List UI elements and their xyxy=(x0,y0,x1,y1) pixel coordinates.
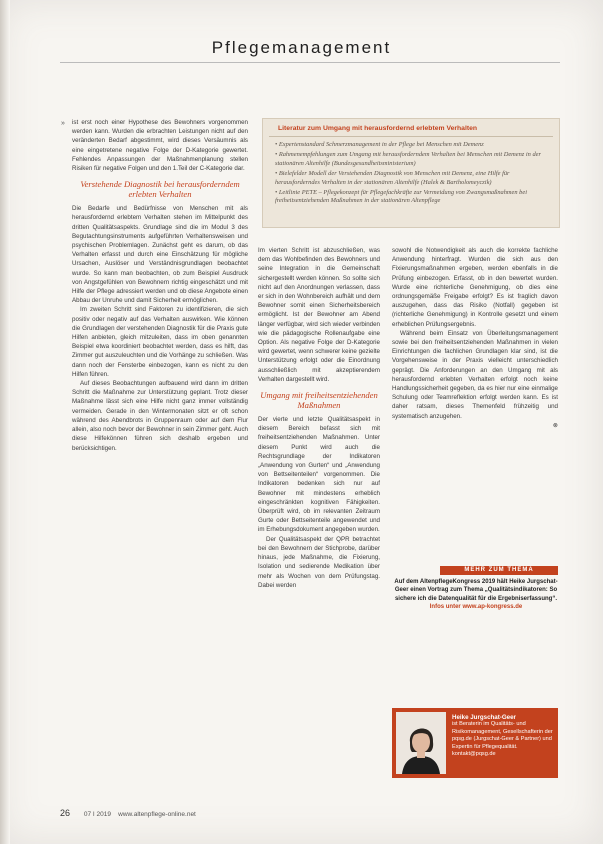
col1-paragraph-2: Die Bedarfe und Bedürfnisse von Menschen mit als herausfordernd erlebtem Verhalten stehen im Mittelpunkt des dritten Qualitätsaspekts. Grundlage sind die im Modul 3 des Begutachtungsinstruments aufgeführten Verhaltensweisen und psychischen Problemlagen. Zunächst geht es darum, ob das Verhalten erfasst und durch eine Einschätzung für mögliche Ursachen, Auslöser und Verständnisgrundlagen beobachtet wurde. So kann man beobachten, ob zum Beispiel Ausdruck von Angstgefühlen von Bewohnern richtig eingeschätzt und mit Hilfe der Pflege adressiert werden und ob diese Angebote einen Abbau der Unruhe und damit Sicherheit ermöglichen. xyxy=(72,205,248,305)
column-3 xyxy=(392,246,558,430)
col2-subheading: Umgang mit freiheitsentziehenden Maßnahmen xyxy=(260,390,378,411)
col3-paragraph-1: sowohl die Notwendigkeit als auch die korrekte fachliche Anwendung hinterfragt. Wurden die sich aus den Fixierungsmaßnahmen ergeben, werden ebenfalls in die Prüfung einbezogen. Erfasst, ob in den bewertet wurden. Wurde eine richterliche Genehmigung, ob dies eine ordnungsgemäße Freigabe erfolgt? Es ist fraglich davon auszugehen, dass das Risiko (Notfall) gegeben ist (richterliche Genehmigung) in Kontrolle gesetzt und einem erheblichen Prüfungsergebnis. xyxy=(392,247,558,328)
col3-paragraph-2: Während beim Einsatz von Überleitungsmanagement sowie bei den freiheitsentziehenden Maßnahmen in vielen Einrichtungen die fachlichen Grundlagen klar sind, ist die Vorgehensweise in der Praxis vielleicht unterschiedlich geprägt. Die Anforderungen an den Umgang mit als herausfordernd erlebten Verhalten erfolgt noch keine Handlungssicherheit gegeben, da es hier nur eine einmalige Schulung oder Teamreflektion erfolgt werden kann. Es ist daher ratsam, dieses Themenfeld frühzeitig und systematisch anzugehen. xyxy=(392,329,558,420)
more-topic-title: „Qualitätsindikatoren: So sichere ich die Datenqualität für die Ergebniserfassung“ xyxy=(394,587,558,602)
literature-box xyxy=(262,118,560,228)
author-text xyxy=(452,714,556,758)
literature-item: • Bielefelder Modell der Verstehenden Diagnostik von Menschen mit Demenz, eine Hilfe für herausforderndes Verhalten in der stationären Altenhilfe (Halek & Bartholomeyczik) xyxy=(275,170,510,186)
col2-paragraph-2: Der vierte und letzte Qualitätsaspekt in diesem Bereich befasst sich mit freiheitsentziehenden Maßnahmen. Unter diesem Punkt wird auch die Rechtsgrundlage der Indikatoren „Anwendung von Gurten“ und „Anwendung von Bettseitenteilen“ vorgenommen. Die Indikatoren bedenken sich nur auf Bewohner mit mindestens erheblich eingeschränkten kognitiven Fähigkeiten. Überprüft wird, ob im relevanten Zeitraum Gurte oder Bettseitenteile angewendet und im Erhebungsdokument angegeben wurden. xyxy=(258,416,380,534)
footer-url[interactable]: www.altenpflege-online.net xyxy=(118,811,196,818)
more-topic-heading: MEHR ZUM THEMA xyxy=(440,566,558,575)
col1-paragraph-3: Im zweiten Schritt sind Faktoren zu identifizieren, die sich positiv oder negativ auf das Verhalten auswirken. Wie können die Grundlagen der verstehenden Diagnostik für die Praxis gute Hilfen anbieten, gleich mitzuleiten, dass im oben genannten Beispiel etwa koordiniert beobachtet werden, dass es hilft, das Zimmer gut auszuleuchten und die Vorhänge zu schließen. Was dann noch der Fensterbe einbezogen, kann es nicht zu den Hilfen führen. xyxy=(72,306,248,378)
author-name: Heike Jurgschat-Geer xyxy=(452,714,516,721)
more-topic-line2: Infos unter xyxy=(429,604,461,611)
column-1 xyxy=(72,118,248,453)
author-email[interactable]: kontakt@pqsg.de xyxy=(452,751,496,758)
page-number: 26 xyxy=(60,808,71,818)
issue-label: 07 I 2019 xyxy=(83,811,111,818)
more-topic-link[interactable]: www.ap-kongress.de xyxy=(462,604,523,611)
header-rule xyxy=(60,62,560,63)
author-photo xyxy=(396,712,446,774)
more-topic-line1: Auf dem AltenpflegeKongress 2019 hält Heike Jurgschat-Geer einen Vortrag zum Thema xyxy=(394,579,558,594)
page-footer xyxy=(60,808,196,818)
page-edge-shadow xyxy=(0,0,10,844)
col1-subheading: Verstehende Diagnostik bei herausforderndem erlebten Verhalten xyxy=(80,179,240,200)
author-bio: ist Beraterin im Qualitäts- und Risikomanagement, Gesellschafterin der pqsg.de (Jurgschat-Geer & Partner) und Expertin für Pflegequalität. xyxy=(452,721,553,750)
continue-mark: » xyxy=(61,120,65,127)
more-topic-text: Auf dem AltenpflegeKongress 2019 hält Heike Jurgschat-Geer einen Vortrag zum Thema „Qualitätsindikatoren: So sichere ich die Datenqualität für die Ergebniserfassung“. Infos unter www.ap-kongress.de xyxy=(394,579,558,611)
article-end-mark: ⊗ xyxy=(552,421,558,429)
col2-paragraph-1: Im vierten Schritt ist abzuschließen, was dem das Wohlbefinden des Bewohners und seine Integration in die Gemeinschaft sichergestellt werden können. So sollte sich nicht auf den Anordnungen verlassen, dass er sich in den Wohnbereich aufhält und dem Bewohner somit einen Sicherheitsbereich ermöglicht. Ist der Bewohner am Abend länger verfügbar, wird sich wieder verbinden wie die pädagogische Rollenaufgabe eine Option. Als negative Folge der D-Kategorie wird gewertet, wenn schwerer keine gezielte Unterstützung erfolgt oder die Einordnung ausschließlich mit akzeptierendem Verhalten dargestellt wird. xyxy=(258,247,380,383)
literature-item: • Leitlinie PETE – Pflegekonzept für Pflegefachkräfte zur Vermeidung von Zwangsmaßnahmen bei freiheitsentziehenden Maßnahmen in der stationären Altenpflege xyxy=(275,189,527,205)
author-box xyxy=(392,708,558,778)
literature-list xyxy=(263,141,559,208)
literature-item: • Rahmenempfehlungen zum Umgang mit herausforderndem Verhalten bei Menschen mit Demenz in der stationären Altenhilfe (Bundesgesundheitsministerium) xyxy=(275,151,541,167)
col2-paragraph-3: Der Qualitätsaspekt der QPR betrachtet bei den Bewohnern der Stichprobe, darüber hinaus, jede Maßnahme, die Fixierung, Isolation und sedierende Medikation über mehr als Wochen von dem Prüfungstag. Dabei werden xyxy=(258,535,380,589)
col1-paragraph-4: Auf dieses Beobachtungen aufbauend wird dann im dritten Schritt die Maßnahme zur Unterstützung geplant. Trotz dieser Maßnahme lässt sich eine Hilfe nicht ganz immer vollständig vermeiden. Gerade in den Wintermonaten sitzt er oft schon während des Abendbrots in Gruppenraum oder auf dem Flur allein, also noch bevor der Bewohner in sein Zimmer geht. Auch diese Hilfekönnen führen sich deshalb ergeben und berücksichtigen. xyxy=(72,380,248,452)
literature-box-title: Literatur zum Umgang mit herausfordernd erlebtem Verhalten xyxy=(269,119,553,137)
column-2 xyxy=(258,246,380,590)
col1-paragraph-1: ist erst noch einer Hypothese des Bewohners vorgenommen werden kann. Wurden die erbrachten Leistungen nicht auf den veränderten Bedarf abgestimmt, wird dieses Versäumnis als eine eingetretene negative Folge der D-Kategorie gewertet. Fehlendes Anpassungen der Maßnahmenplanung stellen Risiken für negative Folgen und den 1.Teil der C-Kategorie dar. xyxy=(72,119,248,173)
literature-item: • Expertenstandard Schmerzmanagement in der Pflege bei Menschen mit Demenz xyxy=(275,141,484,148)
section-title: Pflegemanagement xyxy=(211,38,392,57)
